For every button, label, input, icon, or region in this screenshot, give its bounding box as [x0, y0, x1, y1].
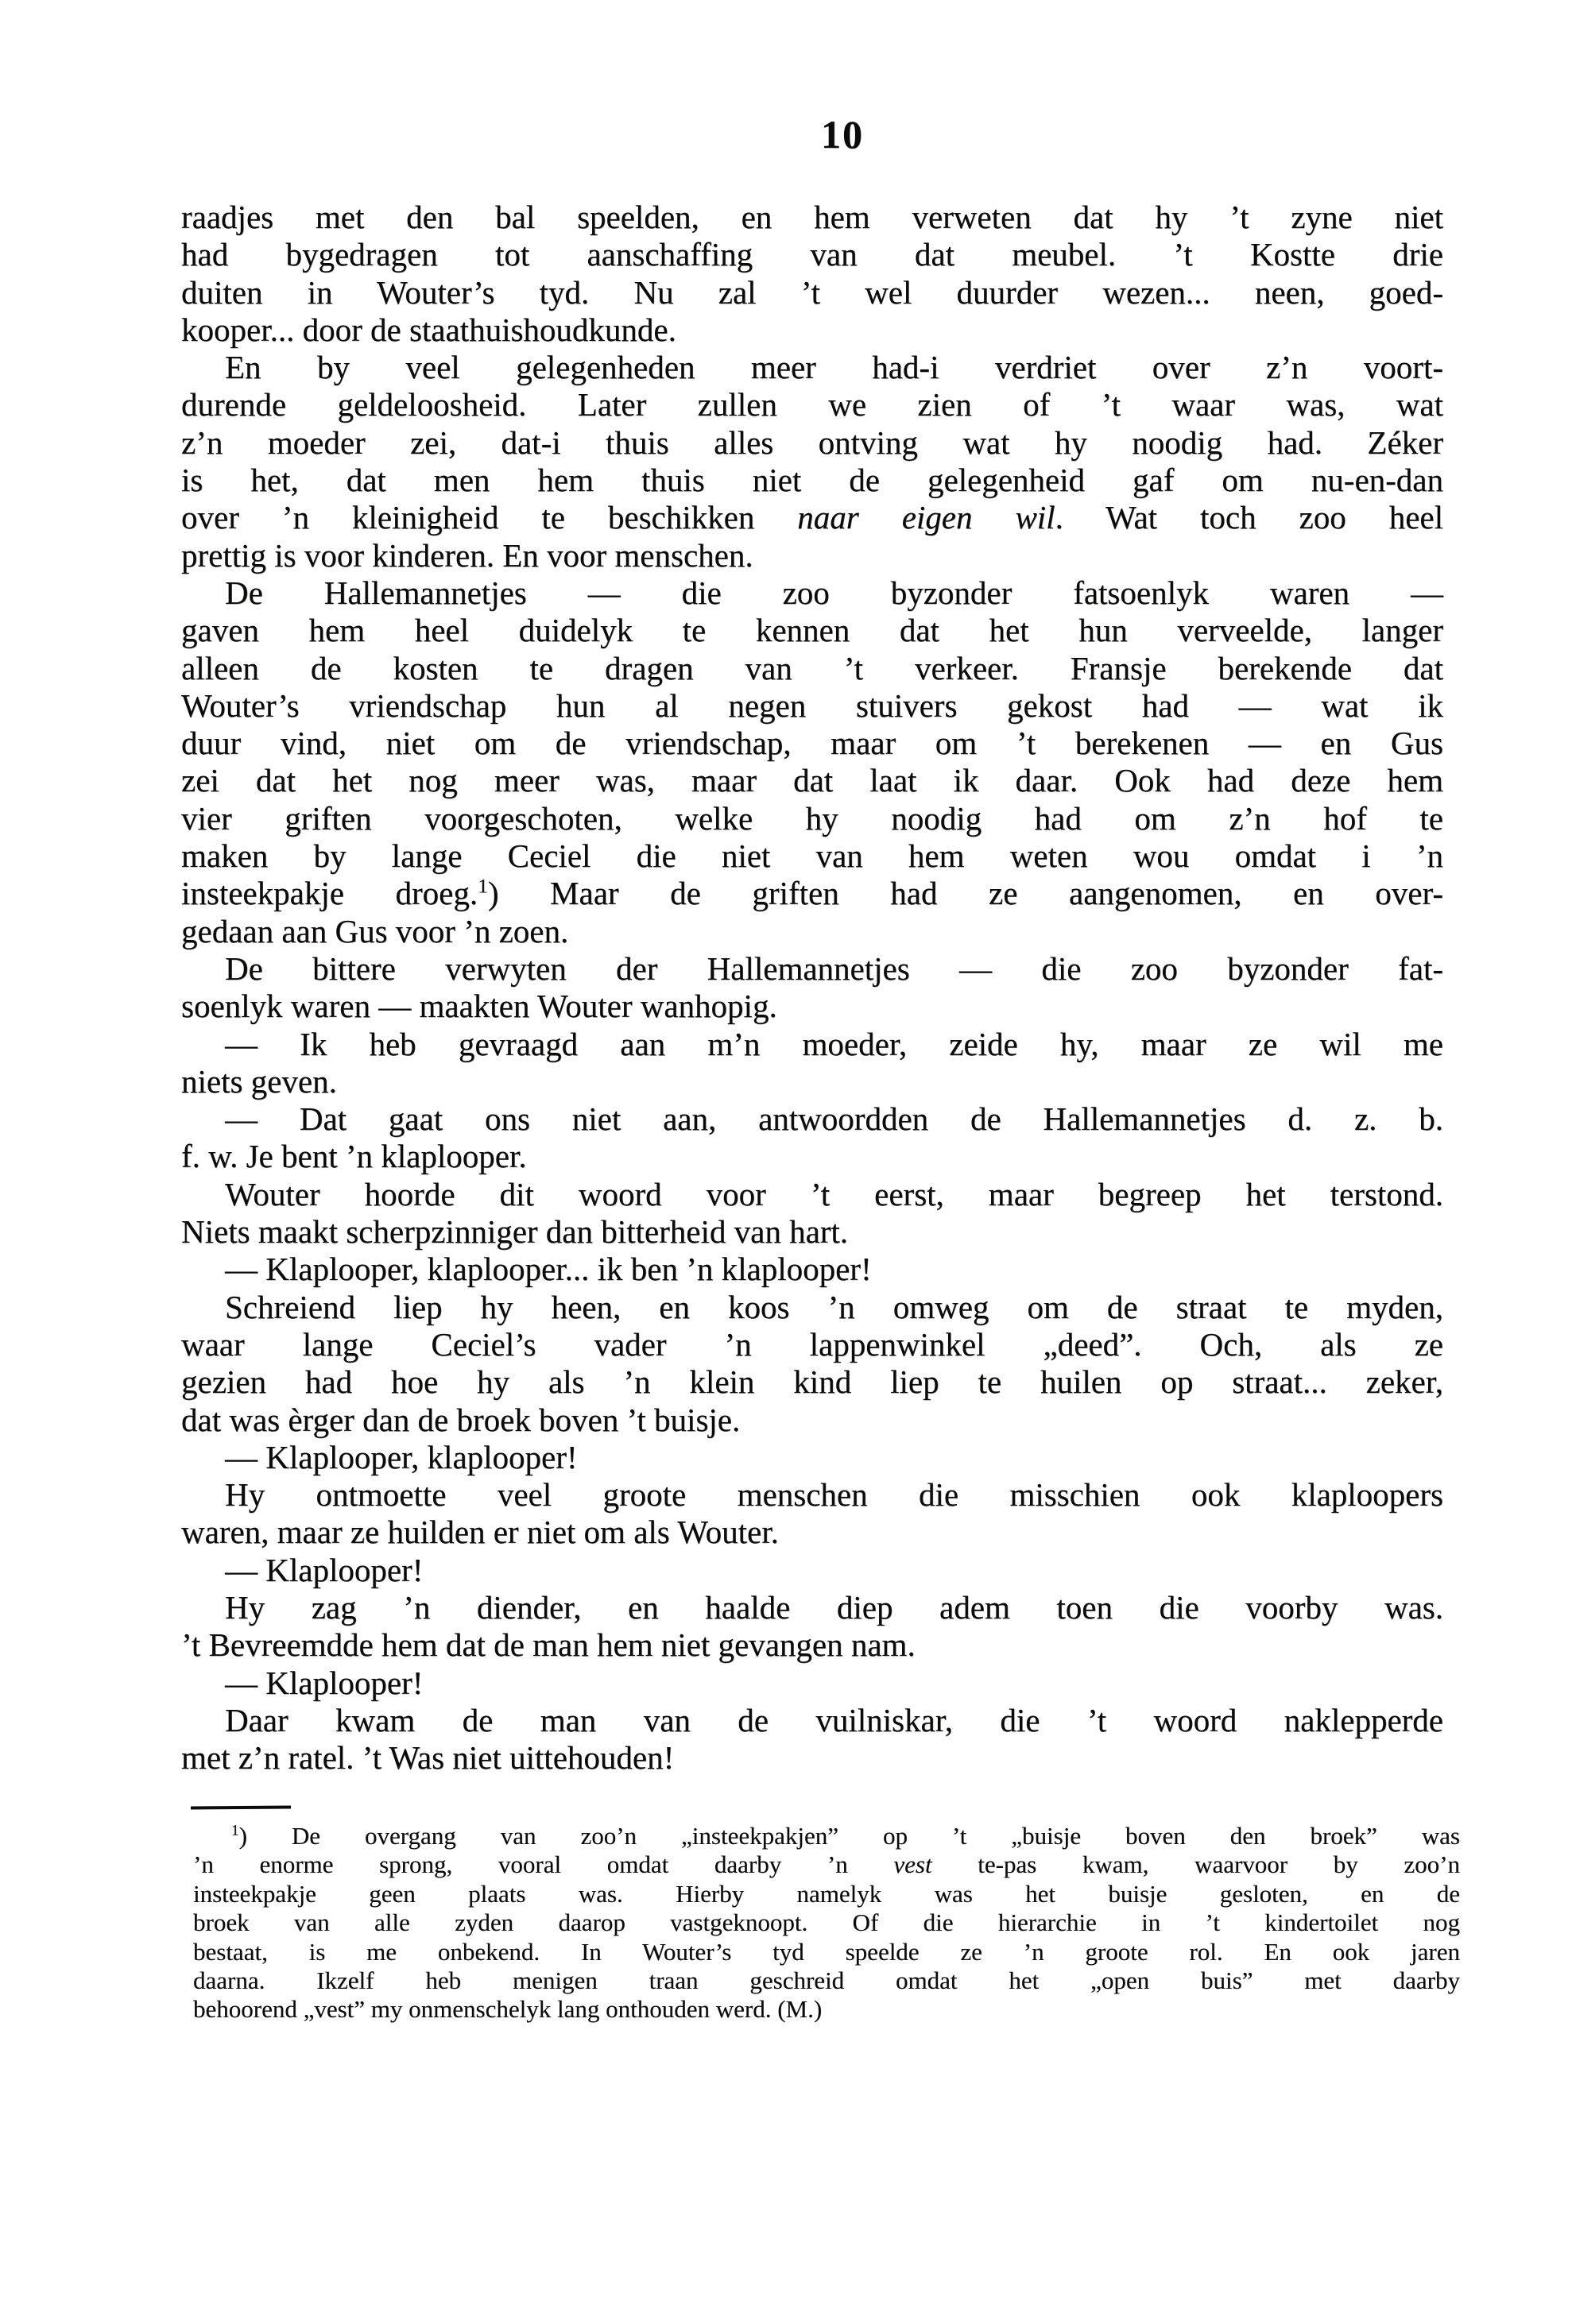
text-line	[181, 1702, 1443, 1739]
text-segment: z’n moeder zei, dat-i thuis alles ontving wat hy noodig had. Zéker	[181, 423, 1443, 461]
text-line	[181, 725, 1443, 762]
text-segment: — Klaplooper, klaplooper... ik ben ’n klaplooper!	[225, 1251, 872, 1288]
text-segment: — Ik heb gevraagd aan m’n moeder, zeide hy, maar ze wil me	[225, 1025, 1443, 1062]
footnote-separator-rule	[191, 1806, 291, 1810]
footnote-marker: 1	[478, 875, 488, 898]
text-segment: En by veel gelegenheden meer had-i verdriet over z’n voort-	[225, 349, 1443, 386]
text-line	[181, 1289, 1443, 1326]
text-segment: De Hallemannetjes — die zoo byzonder fatsoenlyk waren —	[225, 574, 1443, 611]
text-line	[181, 1665, 1443, 1702]
text-line	[181, 1326, 1443, 1363]
text-line	[181, 1589, 1443, 1626]
text-segment: Hy zag ’n diender, en haalde diep adem toen die voorby was.	[225, 1588, 1443, 1626]
text-segment: — Klaplooper!	[225, 1551, 424, 1588]
text-segment: alleen de kosten te dragen van ’t verkeer. Fransje berekende dat	[181, 649, 1443, 686]
footnote-line	[193, 1995, 1460, 2024]
text-segment: De bittere verwyten der Hallemannetjes — die zoo byzonder fat-	[225, 949, 1443, 987]
text-segment: ) Maar de griften had ze aangenomen, en over-	[487, 875, 1443, 912]
text-segment: over ’n kleinigheid te beschikken	[181, 499, 798, 536]
text-line	[181, 988, 1443, 1025]
text-line	[181, 537, 1443, 574]
page-number: 10	[821, 112, 864, 157]
text-line	[181, 236, 1443, 273]
text-segment: maken by lange Ceciel die niet van hem weten wou omdat i ’n	[181, 837, 1443, 875]
text-segment: daarna. Ikzelf heb menigen traan geschreid omdat het „open buis” met daarby	[193, 1966, 1460, 1995]
text-line	[181, 462, 1443, 499]
text-segment: Schreiend liep hy heen, en koos ’n omweg om de straat te myden,	[225, 1288, 1443, 1325]
text-line	[181, 1514, 1443, 1551]
text-line	[181, 875, 1443, 912]
text-segment: met z’n ratel. ’t Was niet uittehouden!	[181, 1739, 675, 1777]
text-segment: duur vind, niet om de vriendschap, maar om ’t berekenen — en Gus	[181, 725, 1443, 762]
footnote-line	[193, 1938, 1460, 1966]
text-line	[181, 349, 1443, 386]
text-line	[181, 1739, 1443, 1777]
text-segment: Daar kwam de man van de vuilniskar, die ’t woord naklepperde	[225, 1701, 1443, 1738]
text-segment: niets geven.	[181, 1062, 337, 1100]
text-segment: ) De overgang van zoo’n „insteekpakjen” op ’t „buisje boven den broek” was	[238, 1822, 1460, 1850]
text-segment: dat was èrger dan de broek boven ’t buisje.	[181, 1401, 741, 1438]
footnote-line	[193, 1966, 1460, 1995]
text-line	[181, 311, 1443, 349]
text-segment: vest	[893, 1850, 932, 1879]
text-line	[181, 1363, 1443, 1401]
footnote-marker: 1	[231, 1822, 239, 1839]
text-segment: broek van alle zyden daarop vastgeknoopt. Of die hierarchie in ’t kindertoilet nog	[193, 1908, 1460, 1937]
text-segment: durende geldeloosheid. Later zullen we zien of ’t waar was, wat	[181, 386, 1443, 423]
text-segment: kooper... door de staathuishoudkunde.	[181, 311, 676, 348]
text-line	[181, 762, 1443, 799]
text-line	[181, 837, 1443, 875]
text-segment: Wouter’s vriendschap hun al negen stuivers gekost had — wat ik	[181, 686, 1443, 724]
text-segment: insteekpakje geen plaats was. Hierby namelyk was het buisje gesloten, en de	[193, 1879, 1460, 1908]
text-line	[181, 1251, 1443, 1288]
text-line	[181, 1026, 1443, 1063]
text-line	[181, 274, 1443, 311]
text-segment: waar lange Ceciel’s vader ’n lappenwinkel „deed”. Och, als ze	[181, 1325, 1443, 1363]
text-segment: prettig is voor kinderen. En voor menschen.	[181, 536, 753, 574]
text-line	[181, 950, 1443, 988]
text-line	[181, 913, 1443, 950]
footnote-line	[193, 1822, 1460, 1850]
footnote-line	[193, 1850, 1460, 1879]
text-line	[181, 800, 1443, 837]
text-segment: ’t Bevreemdde hem dat de man hem niet gevangen nam.	[181, 1626, 916, 1664]
text-segment: naar eigen wil	[797, 499, 1055, 536]
text-segment: f. w. Je bent ’n klaplooper.	[181, 1138, 527, 1175]
text-segment: had bygedragen tot aanschaffing van dat meubel. ’t Kostte drie	[181, 236, 1443, 273]
text-segment: Hy ontmoette veel groote menschen die misschien ook klaploopers	[225, 1476, 1443, 1514]
text-line	[181, 1063, 1443, 1100]
text-segment: zei dat het nog meer was, maar dat laat ik daar. Ook had deze hem	[181, 762, 1443, 799]
footnote-line	[193, 1908, 1460, 1937]
footnote-line	[193, 1880, 1460, 1908]
text-line	[181, 650, 1443, 687]
text-line	[181, 687, 1443, 725]
text-segment: raadjes met den bal speelden, en hem verweten dat hy ’t zyne niet	[181, 199, 1443, 235]
text-segment: is het, dat men hem thuis niet de gelegenheid gaf om nu-en-dan	[181, 462, 1443, 499]
text-segment: gaven hem heel duidelyk te kennen dat het hun verveelde, langer	[181, 612, 1443, 649]
text-segment: Niets maakt scherpzinniger dan bitterheid van hart.	[181, 1213, 849, 1251]
text-line	[181, 612, 1443, 649]
text-line	[181, 1138, 1443, 1175]
text-line	[181, 1552, 1443, 1589]
text-line	[181, 199, 1443, 236]
text-segment: — Klaplooper!	[225, 1664, 424, 1701]
text-segment: bestaat, is me onbekend. In Wouter’s tyd speelde ze ’n groote rol. En ook jaren	[193, 1937, 1460, 1966]
text-line	[181, 386, 1443, 423]
text-line	[181, 1626, 1443, 1664]
text-line	[181, 574, 1443, 612]
text-segment: ’n enorme sprong, vooral omdat daarby ’n	[193, 1850, 894, 1879]
text-segment: — Klaplooper, klaplooper!	[225, 1438, 578, 1475]
text-line	[181, 1476, 1443, 1514]
text-segment: waren, maar ze huilden er niet om als Wouter.	[181, 1514, 779, 1551]
text-segment: Wouter hoorde dit woord voor ’t eerst, maar begreep het terstond.	[225, 1175, 1443, 1212]
text-segment: insteekpakje droeg.	[181, 875, 478, 912]
text-segment: te-pas kwam, waarvoor by zoo’n	[931, 1850, 1460, 1879]
text-line	[181, 1439, 1443, 1476]
text-segment: behoorend „vest” my onmenschelyk lang onthouden werd. (M.)	[193, 1995, 823, 2024]
text-segment: gezien had hoe hy als ’n klein kind liep te huilen op straat... zeker,	[181, 1363, 1443, 1401]
text-segment: vier griften voorgeschoten, welke hy noodig had om z’n hof te	[181, 799, 1443, 837]
text-line	[181, 424, 1443, 462]
footnote-text	[193, 1822, 1460, 2024]
body-text	[181, 199, 1443, 1777]
text-segment: . Wat toch zoo heel	[1055, 499, 1443, 536]
text-segment: soenlyk waren — maakten Wouter wanhopig.	[181, 988, 777, 1025]
text-line	[181, 1176, 1443, 1213]
text-segment: — Dat gaat ons niet aan, antwoordden de Hallemannetjes d. z. b.	[225, 1100, 1443, 1138]
text-segment: duiten in Wouter’s tyd. Nu zal ’t wel duurder wezen... neen, goed-	[181, 273, 1443, 311]
text-line	[181, 1402, 1443, 1439]
text-line	[181, 1213, 1443, 1251]
text-line	[181, 499, 1443, 536]
text-segment: gedaan aan Gus voor ’n zoen.	[181, 912, 569, 949]
text-line	[181, 1100, 1443, 1138]
